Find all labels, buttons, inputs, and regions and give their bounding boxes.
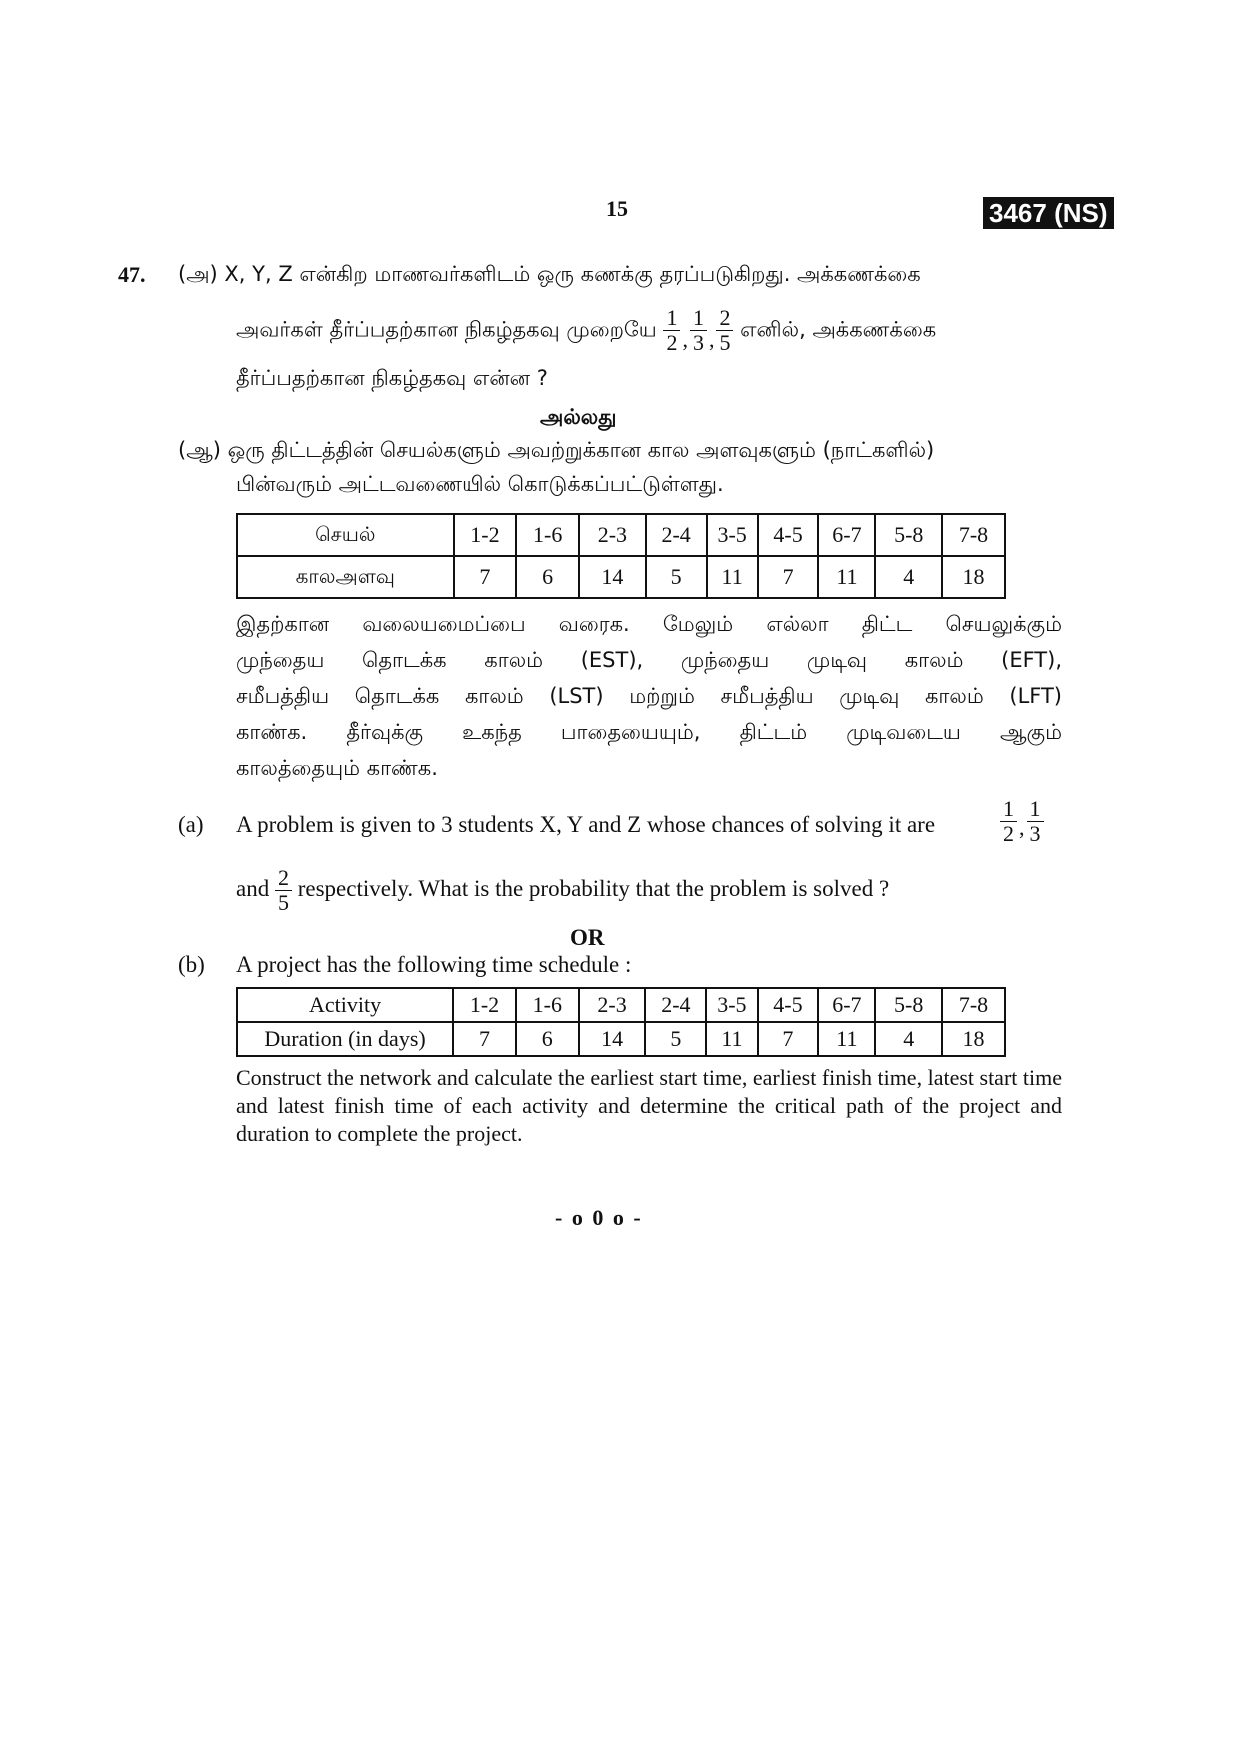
tamil-part-b-text1: ஒரு திட்டத்தின் செயல்களும் அவற்றுக்கான கால அளவுகளும் (நாட்களில்): [227, 438, 935, 462]
tamil-para-line: காண்க. தீர்வுக்கு உகந்த பாதையையும், திட்டம் முடிவடைய ஆகும்: [236, 720, 1062, 744]
fraction-one-third: $\frac{1}{3}$: [1027, 797, 1044, 846]
fraction-one-third: $\frac{1}{3}$: [690, 306, 707, 355]
table-cell: 1-2: [453, 988, 516, 1022]
tamil-part-a-text2-end: எனில், அக்கணக்கை: [740, 317, 937, 342]
table-cell: 5-8: [875, 514, 942, 556]
table-cell: 11: [818, 1022, 875, 1056]
table-cell: 4-5: [758, 514, 819, 556]
table-cell: 14: [579, 1022, 646, 1056]
english-part-a-text2-end: respectively. What is the probability that the problem is solved ?: [297, 875, 890, 901]
tamil-para-line: சமீபத்திய தொடக்க காலம் (LST) மற்றும் சமீபத்திய முடிவு காலம் (LFT): [236, 684, 1062, 708]
tamil-part-b-marker: (ஆ): [178, 438, 221, 462]
table-cell: 7: [453, 1022, 516, 1056]
english-part-a-text2-start: and: [236, 875, 270, 901]
table-cell: 11: [707, 556, 758, 598]
table-cell: 5: [645, 1022, 706, 1056]
table-cell: 1-6: [516, 514, 579, 556]
english-part-a-marker: (a): [178, 812, 204, 837]
tamil-or-label: அல்லது: [540, 405, 617, 429]
table-cell: 18: [942, 556, 1005, 598]
table-row: [237, 1022, 1005, 1056]
table-cell: 1-6: [516, 988, 579, 1022]
table-row: [237, 988, 1005, 1022]
end-marker: - o 0 o -: [555, 1205, 643, 1230]
tamil-para-line: இதற்கான வலையமைப்பை வரைக. மேலும் எல்லா திட்ட செயலுக்கும்: [236, 612, 1062, 636]
table-cell: 6: [516, 556, 579, 598]
tamil-para-line: முந்தைய தொடக்க காலம் (EST), முந்தைய முடிவு காலம் (EFT),: [236, 648, 1062, 672]
table-cell: 3-5: [706, 988, 757, 1022]
table-cell: 4: [875, 556, 942, 598]
table-cell: 5-8: [875, 988, 942, 1022]
english-part-b-line1: A project has the following time schedule :: [236, 952, 632, 977]
tamil-part-b-line2: பின்வரும் அட்டவணையில் கொடுக்கப்பட்டுள்ளது.: [236, 472, 724, 496]
english-schedule-table: [236, 987, 1006, 1057]
table-cell: 18: [942, 1022, 1005, 1056]
table-cell: 2-4: [645, 988, 706, 1022]
english-part-a-line1: A problem is given to 3 students X, Y and Z whose chances of solving it are: [236, 812, 936, 837]
page-number: 15: [606, 196, 628, 221]
table-cell: 1-2: [454, 514, 517, 556]
table-cell: 7: [454, 556, 517, 598]
table-cell: 2-3: [579, 988, 646, 1022]
tamil-part-a-marker: (அ): [178, 262, 218, 286]
english-part-b-paragraph: Construct the network and calculate the earliest start time, earliest finish time, latest start time and latest finish time of each activity and determine the critical path of the project and duration to complete the project.: [236, 1065, 1062, 1146]
english-or-label: OR: [570, 925, 605, 950]
tamil-part-a-line2: அவர்கள் தீர்ப்பதற்கான நிகழ்தகவு முறையே $\frac{1}{2}$ , $\frac{1}{3}$ , $\frac{2}{5}$ எனில், அக்கணக்கை: [236, 305, 937, 355]
tamil-part-b-line1: [178, 438, 934, 465]
table-cell: 7: [758, 556, 819, 598]
fraction-two-fifths: $\frac{2}{5}$: [275, 866, 292, 915]
fraction-one-half: $\frac{1}{2}$: [1000, 797, 1017, 846]
table-header-cell: காலஅளவு: [237, 556, 454, 598]
english-fractions-inline: $\frac{1}{2}$ , $\frac{1}{3}$: [1000, 797, 1044, 846]
tamil-part-a-text1: X, Y, Z என்கிற மாணவர்களிடம் ஒரு கணக்கு தரப்படுகிறது. அக்கணக்கை: [224, 262, 921, 286]
table-cell: 2-3: [579, 514, 646, 556]
table-cell: 7: [758, 1022, 819, 1056]
table-cell: 7-8: [942, 988, 1005, 1022]
table-cell: 3-5: [707, 514, 758, 556]
tamil-para-line: காலத்தையும் காண்க.: [236, 756, 438, 780]
table-cell: 2-4: [646, 514, 707, 556]
question-number: 47.: [118, 262, 146, 287]
table-cell: 11: [818, 556, 875, 598]
paper-code-badge: 3467 (NS): [983, 197, 1114, 229]
table-header-cell: Activity: [237, 988, 453, 1022]
table-cell: 5: [646, 556, 707, 598]
tamil-part-a-line1: [178, 262, 921, 289]
table-cell: 4-5: [758, 988, 819, 1022]
tamil-schedule-table: [236, 513, 1006, 599]
table-row: [237, 556, 1005, 598]
fraction-two-fifths: $\frac{2}{5}$: [716, 306, 733, 355]
english-part-b-marker: (b): [178, 952, 205, 977]
table-cell: 6: [516, 1022, 579, 1056]
table-cell: 14: [579, 556, 646, 598]
table-row: [237, 514, 1005, 556]
fraction-one-half: $\frac{1}{2}$: [663, 306, 680, 355]
table-cell: 6-7: [818, 514, 875, 556]
table-cell: 4: [875, 1022, 942, 1056]
tamil-part-a-line3: தீர்ப்பதற்கான நிகழ்தகவு என்ன ?: [236, 366, 548, 390]
table-header-cell: செயல்: [237, 514, 454, 556]
table-header-cell: Duration (in days): [237, 1022, 453, 1056]
table-cell: 6-7: [818, 988, 875, 1022]
table-cell: 11: [706, 1022, 757, 1056]
table-cell: 7-8: [942, 514, 1005, 556]
tamil-part-a-text2-start: அவர்கள் தீர்ப்பதற்கான நிகழ்தகவு முறையே: [236, 317, 657, 342]
english-part-a-line2: [236, 866, 889, 915]
